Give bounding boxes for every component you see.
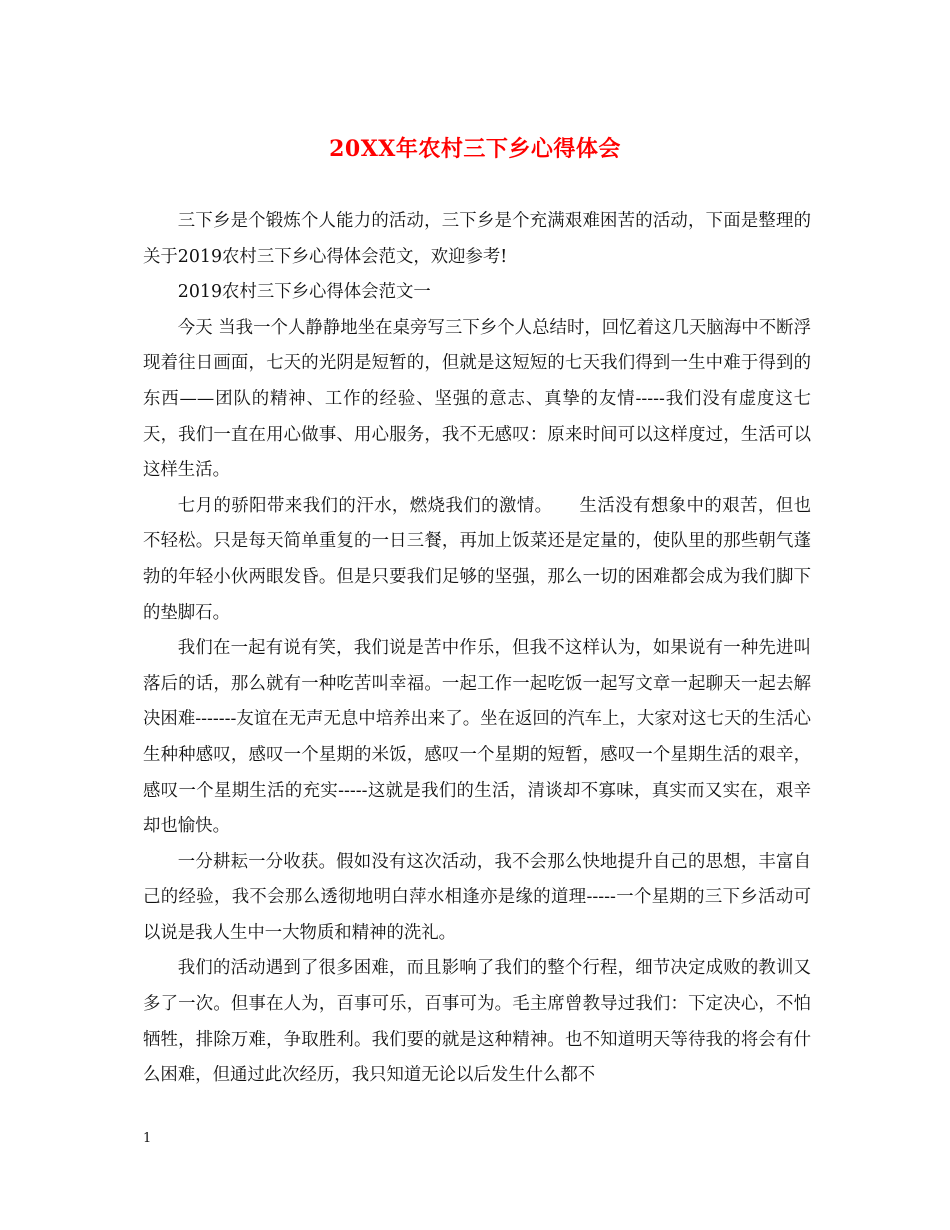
paragraph-5: 我们的活动遇到了很多困难，而且影响了我们的整个行程，细节决定成败的教训又多了一次。但事在人为，百事可乐，百事可为。毛主席曾教导过我们：下定决心，不怕牺牲，排除万难，争取胜利。我们要的就是这种精神。也不知道明天等待我的将会有什么困难，但通过此次经历，我只知道无论以后发生什么都不 — [143, 958, 811, 1086]
paragraph-4: 一分耕耘一分收获。假如没有这次活动，我不会那么快地提升自己的思想，丰富自己的经验，我不会那么透彻地明白萍水相逢亦是缘的道理-----一个星期的三下乡活动可以说是我人生中一大物质和精神的洗礼。 — [143, 851, 811, 943]
document-title: 20XX年农村三下乡心得体会 — [329, 136, 621, 162]
paragraph-2: 七月的骄阳带来我们的汗水，燃烧我们的激情。 生活没有想象中的艰苦，但也不轻松。只是每天简单重复的一日三餐，再加上饭菜还是定量的，使队里的那些朝气蓬勃的年轻小伙两眼发昏。但是只要我们足够的坚强，那么一切的困难都会成为我们脚下的垫脚石。 — [143, 495, 811, 623]
paragraph-subheading: 2019农村三下乡心得体会范文一 — [177, 282, 431, 303]
paragraph-1: 今天 当我一个人静静地坐在桌旁写三下乡个人总结时，回忆着这几天脑海中不断浮现着往日画面，七天的光阴是短暂的，但就是这短短的七天我们得到一生中难于得到的东西——团队的精神、工作的经验、坚强的意志、真挚的友情-----我们没有虚度这七天，我们一直在用心做事、用心服务，我不无感叹：原来时间可以这样度过，生活可以这样生活。 — [143, 317, 811, 481]
paragraph-intro: 三下乡是个锻炼个人能力的活动，三下乡是个充满艰难困苦的活动，下面是整理的关于2019农村三下乡心得体会范文，欢迎参考! — [143, 211, 811, 267]
paragraph-3: 我们在一起有说有笑，我们说是苦中作乐，但我不这样认为，如果说有一种先进叫落后的话，那么就有一种吃苦叫幸福。一起工作一起吃饭一起写文章一起聊天一起去解决困难-------友谊在无声无息中培养出来了。坐在返回的汽车上，大家对这七天的生活心生种种感叹，感叹一个星期的米饭，感叹一个星期的短暂，感叹一个星期生活的艰辛，感叹一个星期生活的充实-----这就是我们的生活，清谈却不寡味，真实而又实在，艰辛却也愉快。 — [143, 638, 811, 837]
document-body — [143, 204, 811, 1094]
page-number: 1 — [143, 1131, 152, 1146]
